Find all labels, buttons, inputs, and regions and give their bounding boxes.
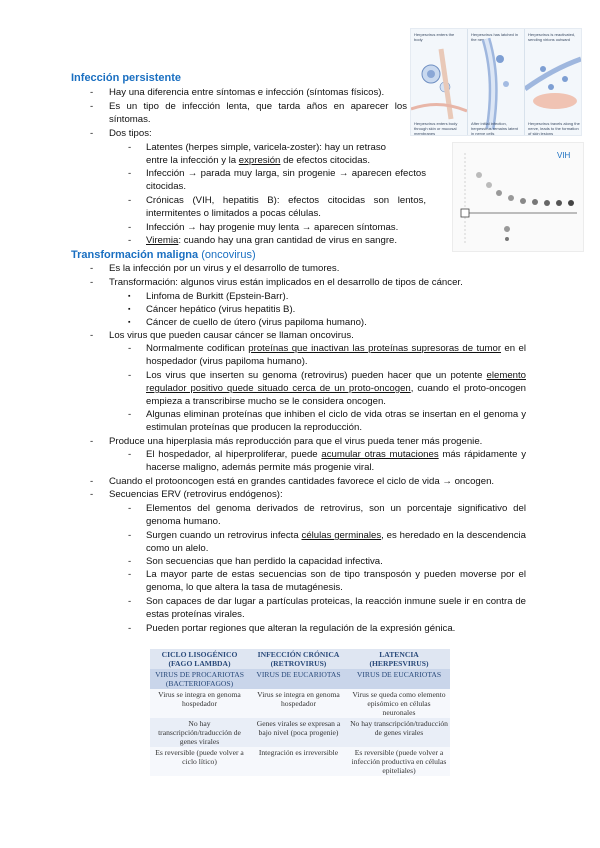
figure-caption: Herpesvirus is reactivated, sending virions outward bbox=[528, 32, 576, 42]
bullet-dash: - bbox=[128, 142, 132, 153]
bullet-dash: - bbox=[90, 330, 94, 341]
vih-label: VIH bbox=[557, 151, 571, 160]
bullet-dash: - bbox=[128, 235, 132, 246]
bullet-dash: - bbox=[90, 277, 94, 288]
list-item: Transformación: algunos virus están implicados en el desarrollo de tipos de cáncer. bbox=[109, 277, 463, 288]
text: Surgen cuando un retrovirus infecta bbox=[146, 530, 302, 541]
reactivation-illustration bbox=[525, 29, 581, 135]
table-cell: No hay transcripción/traducción de genes virales bbox=[348, 718, 450, 747]
text: entre la infección y la bbox=[146, 155, 239, 166]
header-line: CICLO LISOGÉNICO bbox=[161, 650, 238, 659]
virus-entry-illustration bbox=[411, 29, 467, 135]
sub-item bbox=[146, 342, 526, 368]
header-line: (FAGO LAMBDA) bbox=[168, 659, 231, 668]
comparison-table bbox=[150, 649, 450, 776]
underlined-term: elemento regulador positivo quede situado cerca de un proto-oncogen bbox=[146, 370, 526, 394]
table-cell: VIRUS DE EUCARIOTAS bbox=[348, 669, 450, 689]
underlined-term: expresión bbox=[238, 155, 281, 166]
herpes-latency-figure bbox=[410, 28, 582, 136]
bullet-dash: - bbox=[90, 128, 94, 139]
bullet-dash: - bbox=[128, 503, 132, 514]
sub-item: La mayor parte de estas secuencias son de tipo transposón y pueden moverse por el genoma, lo que altera la tasa de mutagénesis. bbox=[146, 569, 526, 593]
text: más rápidamente y hacerse maligno, además permite más progenie viral. bbox=[146, 449, 527, 473]
text: , cuando el proto-oncogen empieza a transcribirse mucho se le considera oncogen. bbox=[146, 383, 526, 407]
bullet-dash: - bbox=[90, 476, 94, 487]
title-text: Transformación maligna bbox=[71, 249, 199, 261]
underlined-term: acumular otras mutaciones bbox=[321, 449, 439, 460]
table-row bbox=[150, 747, 450, 776]
header-line: LATENCIA bbox=[379, 650, 419, 659]
table-cell: Virus se queda como elemento episómico en células neuronales bbox=[348, 689, 450, 718]
list-item: Secuencias ERV (retrovirus endógenos): bbox=[109, 489, 283, 500]
table-row bbox=[150, 718, 450, 747]
text: , es heredado en la descendencia como un alelo. bbox=[146, 530, 526, 554]
figure-caption: After initial infection, herpesvirus remains latent in nerve cells bbox=[471, 121, 518, 136]
table-cell: Integración es irreversible bbox=[249, 747, 348, 776]
bullet-dash: - bbox=[128, 370, 132, 381]
bullet-dash: - bbox=[128, 222, 132, 233]
list-item: Es un tipo de infección lenta, que tarda años en aparecer los síntomas. bbox=[109, 101, 407, 125]
list-item: Los virus que pueden causar cáncer se llaman oncovirus. bbox=[109, 330, 354, 341]
sub-item: Elementos del genoma derivados de retrovirus, son un porcentaje significativo del genoma humano. bbox=[146, 503, 526, 527]
bullet-dash: - bbox=[128, 556, 132, 567]
sub-item: Algunas eliminan proteínas que inhiben el ciclo de vida otras se insertan en el genoma y estimulan proteínas que producen la reproducción. bbox=[146, 409, 526, 433]
sub-item: Crónicas (VIH, hepatitis B): efectos citocidas son lentos, intermitentes o limitados a pocas células. bbox=[146, 195, 426, 219]
bullet-square: ▪ bbox=[128, 319, 131, 326]
table-header-cell bbox=[150, 649, 249, 669]
table-cell: Genes virales se expresan a bajo nivel (poca progenie) bbox=[249, 718, 348, 747]
header-line: (RETROVIRUS) bbox=[270, 659, 327, 668]
table-cell: VIRUS DE EUCARIOTAS bbox=[249, 669, 348, 689]
sub-item bbox=[146, 369, 526, 408]
bullet-dash: - bbox=[128, 530, 132, 541]
text: Normalmente codifican bbox=[146, 343, 249, 354]
sub-item bbox=[146, 529, 526, 555]
list-item: Dos tipos: bbox=[109, 128, 152, 139]
sub-item: Infección → hay progenie muy lenta → aparecen síntomas. bbox=[146, 222, 399, 233]
sub-item: Son secuencias que han perdido la capacidad infectiva. bbox=[146, 556, 383, 567]
sub-item: Son capaces de dar lugar a partículas proteicas, la reacción inmune suele ir en contra de estas proteínas virales. bbox=[146, 596, 526, 620]
list-item: Es la infección por un virus y el desarrollo de tumores. bbox=[109, 263, 340, 274]
text: Los virus que inserten su genoma (retrovirus) pueden hacer que un potente bbox=[146, 370, 487, 381]
title-sub: (oncovirus) bbox=[198, 249, 256, 261]
bullet-dash: - bbox=[128, 569, 132, 580]
figure-panel bbox=[525, 29, 581, 135]
bullet-square: ▪ bbox=[128, 293, 131, 300]
bullet-dash: - bbox=[90, 263, 94, 274]
bullet-dash: - bbox=[90, 87, 94, 98]
text: en el hospedador (virus papiloma humano). bbox=[146, 343, 526, 367]
sub-item: Pueden portar regiones que alteran la regulación de la expresión génica. bbox=[146, 623, 456, 634]
bullet-dash: - bbox=[128, 596, 132, 607]
sub-item: Linfoma de Burkitt (Epstein-Barr). bbox=[146, 291, 289, 302]
sub-item bbox=[146, 234, 397, 247]
nerve-latency-illustration bbox=[468, 29, 524, 135]
table-cell: VIRUS DE PROCARIOTAS (BACTERIOFAGOS) bbox=[150, 669, 249, 689]
bullet-dash: - bbox=[90, 101, 94, 112]
bullet-dash: - bbox=[128, 409, 132, 420]
table-row bbox=[150, 689, 450, 718]
list-item: Produce una hiperplasia más reproducción para que el virus pueda tener más progenie. bbox=[109, 436, 483, 447]
table-cell: Virus se integra en genoma hospedador bbox=[249, 689, 348, 718]
section-title-transformacion-maligna bbox=[71, 248, 256, 262]
table-cell: Es reversible (puede volver a ciclo lítico) bbox=[150, 747, 249, 776]
bullet-dash: - bbox=[90, 489, 94, 500]
text: El hospedador, al hiperproliferar, puede bbox=[146, 449, 322, 460]
table-cell: Virus se integra en genoma hospedador bbox=[150, 689, 249, 718]
sub-item-cont bbox=[146, 154, 370, 167]
bullet-dash: - bbox=[128, 195, 132, 206]
figure-caption: Herpesvirus enters the body bbox=[414, 32, 455, 42]
section-title-infeccion-persistente: Infección persistente bbox=[71, 72, 182, 84]
list-item: Hay una diferencia entre síntomas e infección (síntomas físicos). bbox=[109, 87, 385, 98]
sub-item bbox=[146, 448, 526, 474]
sub-item: Cáncer hepático (virus hepatitis B). bbox=[146, 304, 296, 315]
bullet-dash: - bbox=[90, 436, 94, 447]
figure-panel bbox=[468, 29, 525, 135]
bullet-dash: - bbox=[128, 623, 132, 634]
table-row bbox=[150, 669, 450, 689]
vih-timeline-figure bbox=[452, 142, 584, 252]
header-line: INFECCIÓN CRÓNICA bbox=[257, 650, 340, 659]
underlined-term: Viremia bbox=[146, 235, 179, 246]
header-line: (HERPESVIRUS) bbox=[369, 659, 429, 668]
bullet-dash: - bbox=[128, 168, 132, 179]
text: : cuando hay una gran cantidad de virus en sangre. bbox=[178, 235, 398, 246]
table-cell: No hay transcripción/traducción de genes virales bbox=[150, 718, 249, 747]
figure-caption: Herpesvirus travels along the nerve, leads to the formation of skin lesions bbox=[528, 121, 580, 136]
table-cell: Es reversible (puede volver a infección productiva en células epiteliales) bbox=[348, 747, 450, 776]
figure-panel bbox=[411, 29, 468, 135]
sub-item: Infección → parada muy larga, sin progenie → aparecen efectos citocidas. bbox=[146, 168, 426, 192]
table-header-cell bbox=[348, 649, 450, 669]
text: de efectos citocidas. bbox=[280, 155, 370, 166]
underlined-term: células germinales bbox=[301, 530, 382, 541]
figure-caption: Herpesvirus has latched in the nerve bbox=[471, 32, 519, 42]
sub-item: Cáncer de cuello de útero (virus papiloma humano). bbox=[146, 317, 367, 328]
sub-item: Latentes (herpes simple, varicela-zoster): hay un retraso bbox=[146, 142, 386, 153]
list-item: Cuando el protooncogen está en grandes cantidades favorece el ciclo de vida → oncogen. bbox=[109, 476, 495, 487]
bullet-dash: - bbox=[128, 449, 132, 460]
bullet-dash: - bbox=[128, 343, 132, 354]
table-header-cell bbox=[249, 649, 348, 669]
table-header-row bbox=[150, 649, 450, 669]
bullet-square: ▪ bbox=[128, 306, 131, 313]
figure-caption: Herpesvirus enters body through skin or mucosal membranes bbox=[414, 121, 458, 136]
underlined-term: proteínas que inactivan las proteínas supresoras de tumor bbox=[248, 343, 502, 354]
